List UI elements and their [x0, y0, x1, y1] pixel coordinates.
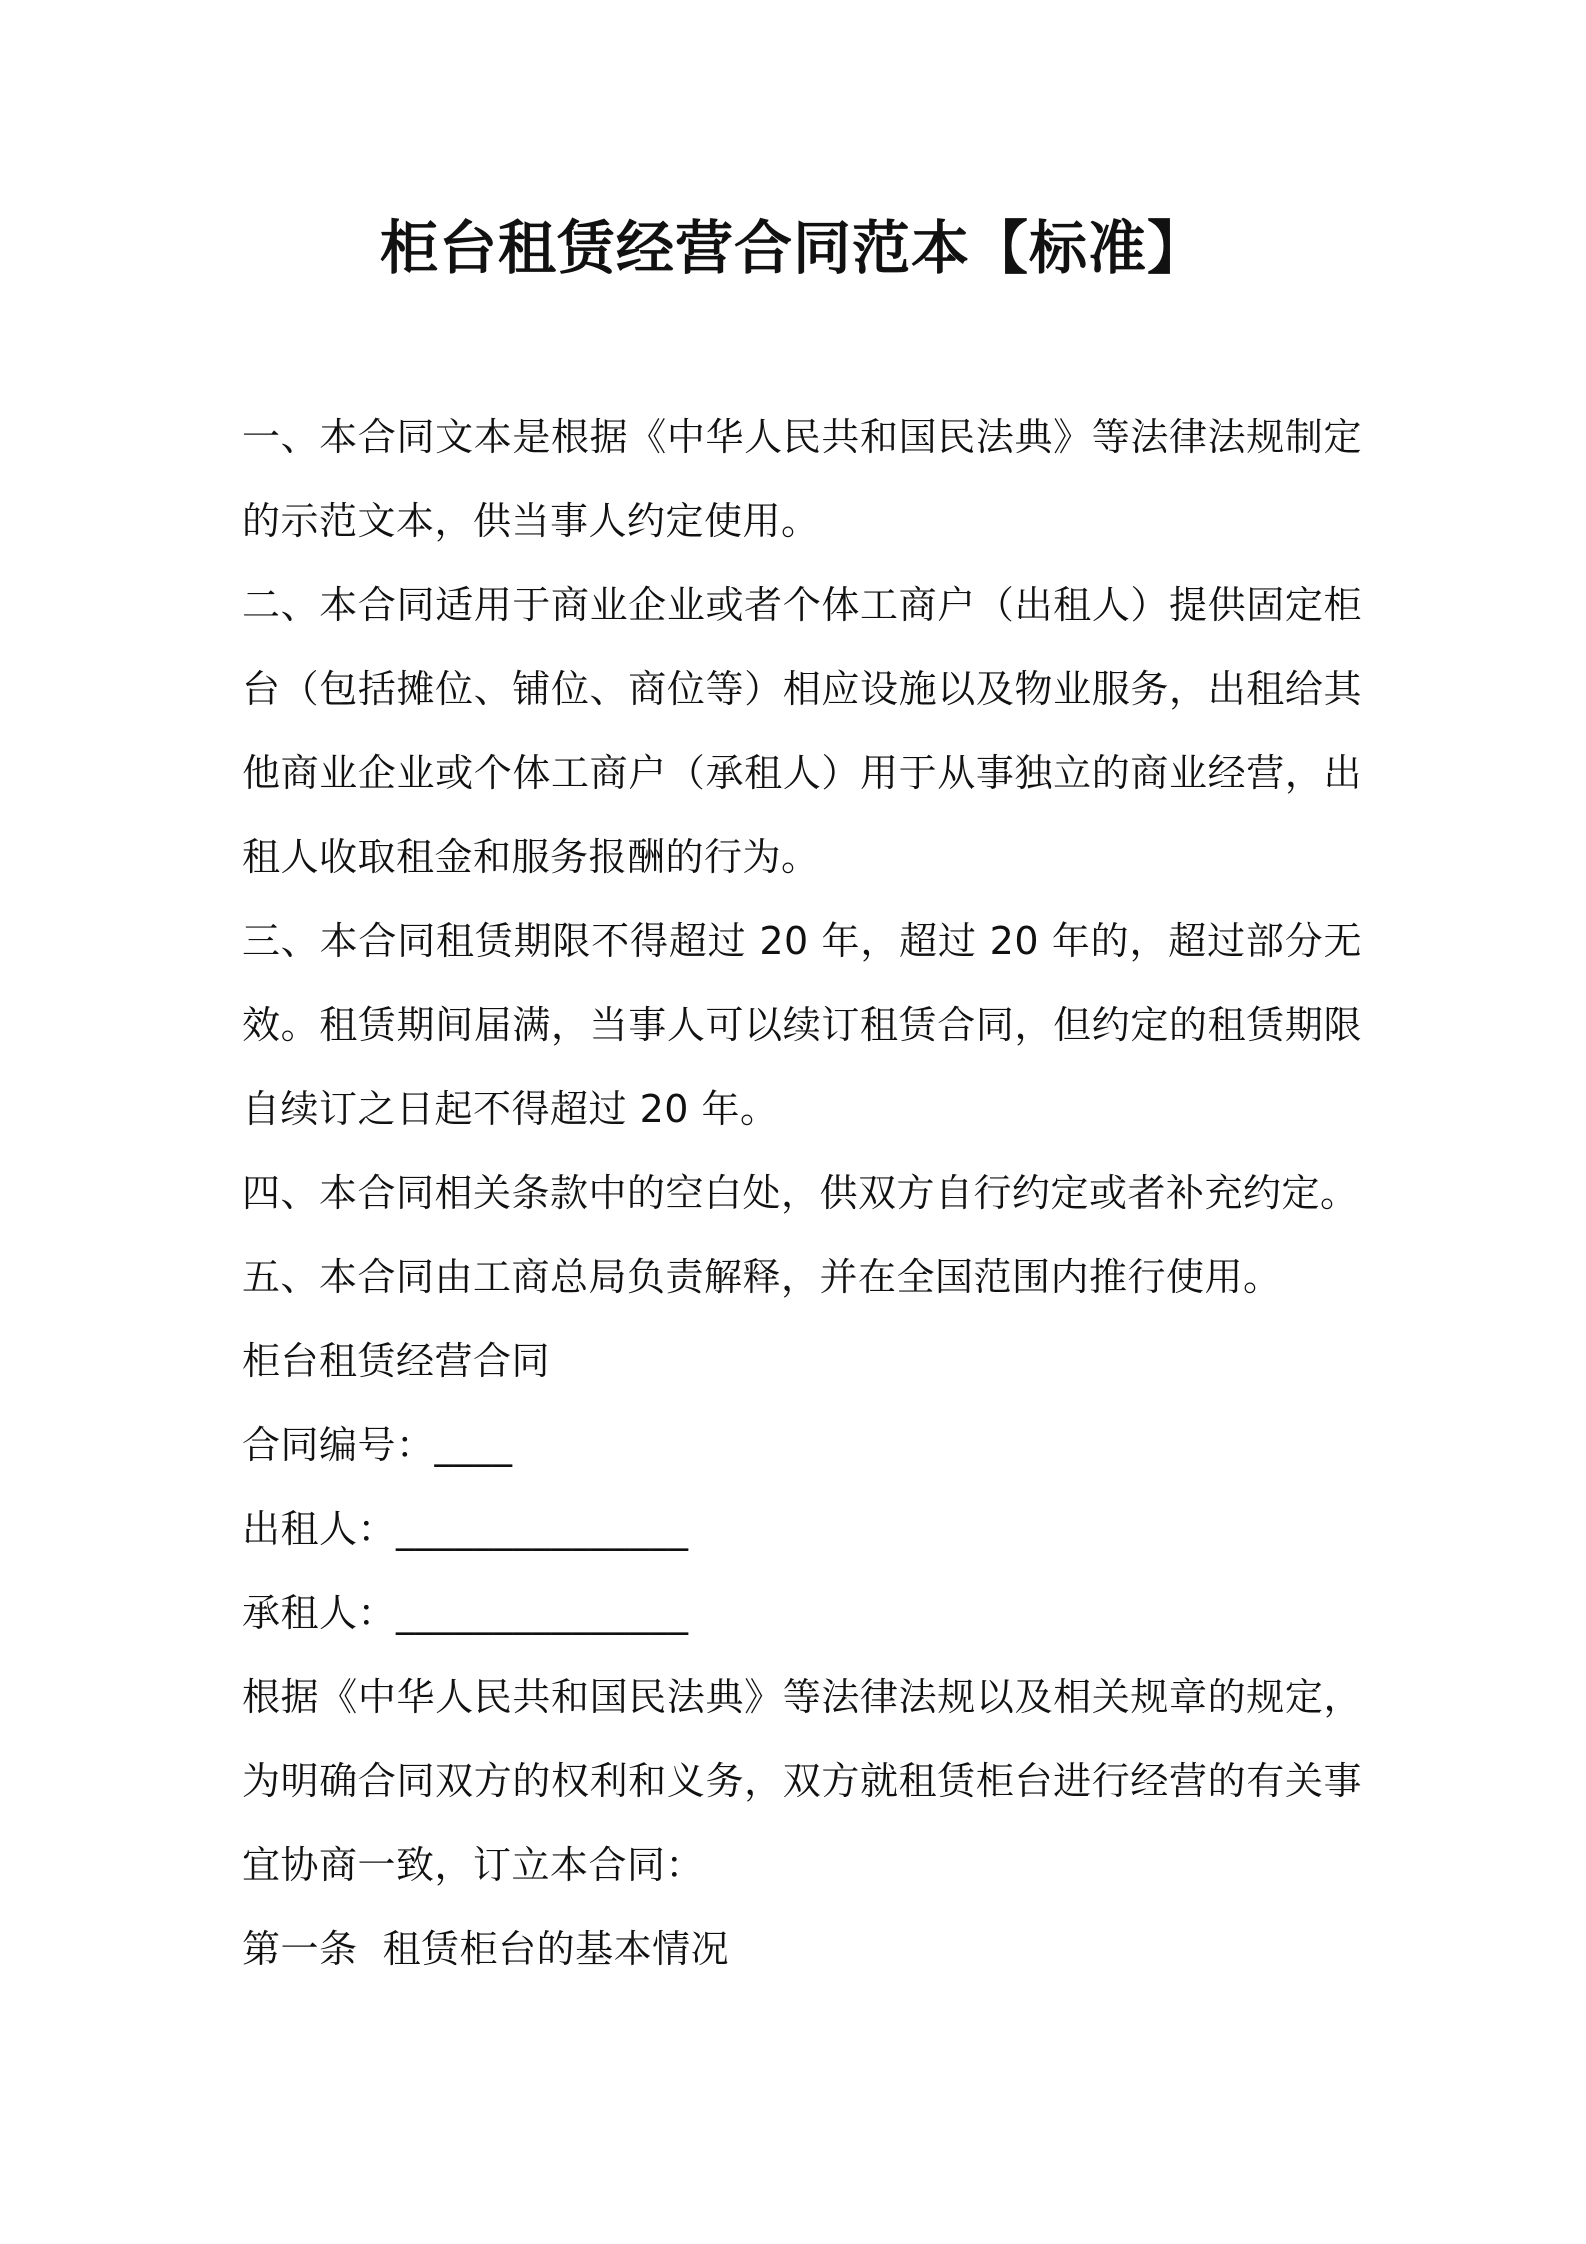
note-4: 四、本合同相关条款中的空白处，供双方自行约定或者补充约定。 [242, 1171, 1359, 1215]
document-title: 柜台租赁经营合同范本【标准】 [379, 214, 1206, 282]
contract-name: 柜台租赁经营合同 [242, 1339, 551, 1383]
note-3: 三、本合同租赁期限不得超过 20 年，超过 20 年的，超过部分无效。租赁期间届满，当事人可以续订租赁合同，但约定的租赁期限自续订之日起不得超过 20 年。 [242, 919, 1362, 1131]
note-1: 一、本合同文本是根据《中华人民共和国民法典》等法律法规制定的示范文本，供当事人约定使用。 [242, 415, 1362, 543]
preamble: 根据《中华人民共和国民法典》等法律法规以及相关规章的规定，为明确合同双方的权利和义务，双方就租赁柜台进行经营的有关事宜协商一致，订立本合同： [242, 1675, 1362, 1887]
document-body [242, 395, 1362, 1991]
note-2: 二、本合同适用于商业企业或者个体工商户（出租人）提供固定柜台（包括摊位、铺位、商位等）相应设施以及物业服务，出租给其他商业企业或个体工商户（承租人）用于从事独立的商业经营，出租人收取租金和服务报酬的行为。 [242, 583, 1362, 879]
note-5: 五、本合同由工商总局负责解释，并在全国范围内推行使用。 [242, 1255, 1282, 1299]
contract-number-field: 合同编号：____ [242, 1423, 513, 1467]
article-1-heading: 第一条 租赁柜台的基本情况 [242, 1927, 730, 1971]
lessor-field: 出租人：_______________ [242, 1507, 689, 1551]
lessee-field: 承租人：_______________ [242, 1591, 689, 1635]
